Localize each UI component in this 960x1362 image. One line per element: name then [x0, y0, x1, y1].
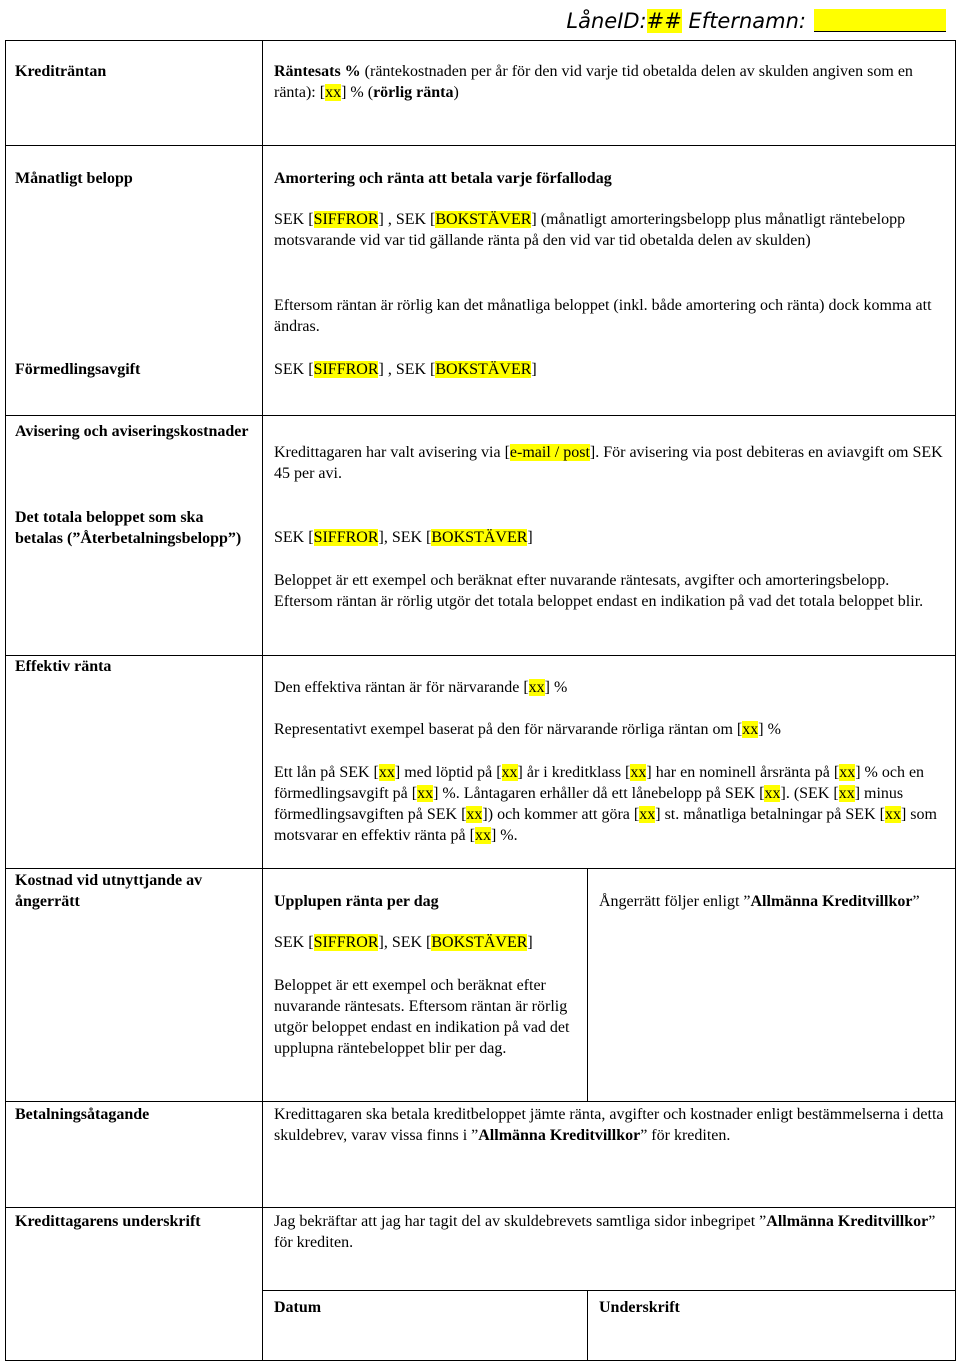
placeholder-bokstaver: BOKSTÄVER: [435, 361, 532, 378]
placeholder-bokstaver: BOKSTÄVER: [435, 211, 532, 228]
allmanna-kreditvillkor: Allmänna Kreditvillkor: [766, 1213, 929, 1230]
column-divider: [262, 40, 263, 1361]
text-fragment: ] år i kreditklass [: [517, 764, 631, 781]
text-fragment: SEK [: [274, 529, 314, 546]
label-betalningsatagande: Betalningsåtagande: [15, 1106, 150, 1123]
text-formedlingsavgift: [274, 359, 944, 380]
table-right-border: [955, 40, 956, 1361]
placeholder-xx: xx: [466, 806, 483, 823]
placeholder-xx: xx: [639, 806, 656, 823]
table-top-border: [5, 40, 956, 41]
text-fragment: ] , SEK [: [378, 361, 436, 378]
angerratt-divider: [587, 868, 588, 1101]
text-fragment: ] som motsvarar en effektiv ränta på [: [274, 806, 937, 844]
placeholder-xx: xx: [884, 806, 901, 823]
placeholder-bokstaver: BOKSTÄVER: [431, 934, 528, 951]
placeholder-siffror: SIFFROR: [313, 529, 379, 546]
placeholder-xx: xx: [838, 785, 855, 802]
table-left-border: [5, 40, 6, 1361]
allmanna-kreditvillkor: Allmänna Kreditvillkor: [478, 1127, 641, 1144]
placeholder-email-post: e-mail / post: [509, 444, 590, 461]
text-fragment: ] minus förmedlingsavgiften på SEK [: [274, 785, 904, 823]
heading-upplupen-ranta: [274, 891, 579, 912]
label-kreditrantan: Krediträntan: [15, 63, 107, 80]
text-fragment: ]. (SEK [: [780, 785, 839, 802]
placeholder-siffror: SIFFROR: [313, 934, 379, 951]
text-fragment: Representativt exempel baserat på den för närvarande rörliga räntan om [: [274, 721, 743, 738]
text-underskrift: [274, 1211, 944, 1253]
placeholder-xx: xx: [764, 785, 781, 802]
text-fragment: Jag bekräftar att jag har tagit del av skuldebrevets samtliga sidor inbegripet ”: [274, 1213, 767, 1230]
text-fragment: SEK [: [274, 211, 314, 228]
text-fragment: Kredittagaren ska betala kreditbeloppet jämte ränta, avgifter och kostnader enligt bestämmelserna i detta skuldebrev, varav vissa finns i ”: [274, 1106, 944, 1144]
label-manatligt-belopp: Månatligt belopp: [15, 170, 133, 187]
text-fragment: ] (månatligt amorteringsbelopp plus månatligt räntebelopp motsvarande vid var tid gällande ränta på den vid var tid obetalda delen av skulden): [274, 211, 906, 249]
text-upplupen-note: Beloppet är ett exempel och beräknat efter nuvarande räntesats. Eftersom räntan är rörlig utgör beloppet endast en indikation på vad det upplupna räntebeloppet blir per dag.: [274, 977, 570, 1057]
text-fragment: ] % och en förmedlingsavgift på [: [274, 764, 925, 802]
text-fragment: ]) och kommer att göra [: [482, 806, 640, 823]
datum-field[interactable]: Datum: [274, 1299, 322, 1316]
signature-divider: [262, 1290, 956, 1291]
placeholder-xx: xx: [501, 764, 518, 781]
label-underskrift: Kredittagarens underskrift: [15, 1213, 201, 1230]
text-effektiv-1: [274, 677, 944, 698]
efternamn-field[interactable]: [814, 9, 946, 32]
text-manatligt-amount: [274, 209, 944, 251]
label-formedlingsavgift: Förmedlingsavgift: [15, 361, 141, 378]
signature-split-divider: [587, 1290, 588, 1361]
text-fragment: Den effektiva räntan är för närvarande [: [274, 679, 529, 696]
placeholder-xx: xx: [839, 764, 856, 781]
text-fragment: ], SEK [: [378, 529, 432, 546]
placeholder-xx: xx: [630, 764, 647, 781]
label-angerratt: Kostnad vid utnyttjande av ångerrätt: [15, 872, 203, 910]
text-fragment: ] %: [544, 679, 568, 696]
placeholder-xx: xx: [742, 721, 759, 738]
label-effektiv-ranta: Effektiv ränta: [15, 658, 112, 675]
heading-amortering: [274, 168, 944, 189]
text-fragment: Ett lån på SEK [: [274, 764, 379, 781]
row-divider: [5, 1101, 956, 1102]
placeholder-xx: xx: [417, 785, 434, 802]
text-fragment: ] %.: [490, 827, 518, 844]
text-fragment: ” för krediten.: [274, 1213, 936, 1251]
text-upplupen-amount: [274, 932, 579, 953]
rantesats-label: Räntesats %: [274, 63, 361, 80]
text-effektiv-example: [274, 762, 944, 846]
label-totala-beloppet: Det totala beloppet som ska betalas (”Återbetalningsbelopp”): [15, 509, 242, 547]
allmanna-kreditvillkor: Allmänna Kreditvillkor: [750, 893, 913, 910]
text-fragment: ): [453, 84, 459, 101]
row-divider: [5, 868, 956, 869]
table-bottom-border: [5, 1360, 956, 1361]
text-avisering: [274, 442, 944, 484]
text-fragment: ]: [527, 529, 533, 546]
text-effektiv-2: [274, 719, 944, 740]
text-fragment: ]. För avisering via post debiteras en aviavgift om SEK 45 per avi.: [274, 444, 943, 482]
label-avisering: Avisering och aviseringskostnader: [15, 423, 249, 440]
text-fragment: ] st. månatliga betalningar på SEK [: [655, 806, 885, 823]
placeholder-xx: xx: [378, 764, 395, 781]
row-divider: [5, 415, 956, 416]
text-totala-note: Beloppet är ett exempel och beräknat efter nuvarande räntesats, avgifter och amorteringsbelopp. Eftersom räntan är rörlig utgör det totala beloppet endast en indikation på vad det totala beloppet blir.: [274, 572, 924, 610]
text-fragment: ” för krediten.: [640, 1127, 731, 1144]
text-fragment: SEK [: [274, 361, 314, 378]
efternamn-label: Efternamn:: [688, 9, 806, 33]
amortering-heading: Amortering och ränta att betala varje förfallodag: [274, 170, 612, 187]
text-fragment: ]: [531, 361, 537, 378]
upplupen-heading: Upplupen ränta per dag: [274, 893, 439, 910]
rorlig-ranta: rörlig ränta: [373, 84, 454, 101]
placeholder-siffror: SIFFROR: [313, 361, 379, 378]
row-divider: [5, 145, 956, 146]
text-fragment: ], SEK [: [378, 934, 432, 951]
placeholder-xx: xx: [528, 679, 545, 696]
lanid-label: LåneID:: [566, 9, 647, 33]
signature-field[interactable]: Underskrift: [599, 1299, 680, 1316]
rantesats-desc: (räntekostnaden per år för den vid varje tid obetalda delen av skulden angiven som en ränta): [: [274, 63, 913, 101]
placeholder-siffror: SIFFROR: [313, 211, 379, 228]
text-fragment: ] med löptid på [: [394, 764, 502, 781]
text-fragment: ] %: [758, 721, 781, 738]
row-divider: [5, 1207, 956, 1208]
lanid-value: ##: [646, 9, 682, 33]
text-fragment: SEK [: [274, 934, 314, 951]
text-kreditrantan: [274, 61, 944, 103]
text-fragment: ]: [527, 934, 533, 951]
text-fragment: ] %. Låntagaren erhåller då ett lånebelopp på SEK [: [433, 785, 765, 802]
text-fragment: ] % (: [341, 84, 374, 101]
loan-header: [566, 7, 946, 37]
text-fragment: Ångerrätt följer enligt ”: [599, 893, 751, 910]
text-manatligt-note: Eftersom räntan är rörlig kan det månatliga beloppet (inkl. både amortering och ränta) dock komma att ändras.: [274, 297, 932, 335]
placeholder-xx: xx: [325, 84, 342, 101]
placeholder-xx: xx: [474, 827, 491, 844]
text-totala-amount: [274, 527, 944, 548]
text-angerratt-villkor: [599, 891, 944, 912]
text-fragment: ] , SEK [: [378, 211, 436, 228]
text-fragment: ”: [912, 893, 920, 910]
text-fragment: ] har en nominell årsränta på [: [646, 764, 840, 781]
text-betalningsatagande: [274, 1104, 944, 1146]
text-fragment: Kredittagaren har valt avisering via [: [274, 444, 510, 461]
placeholder-bokstaver: BOKSTÄVER: [431, 529, 528, 546]
